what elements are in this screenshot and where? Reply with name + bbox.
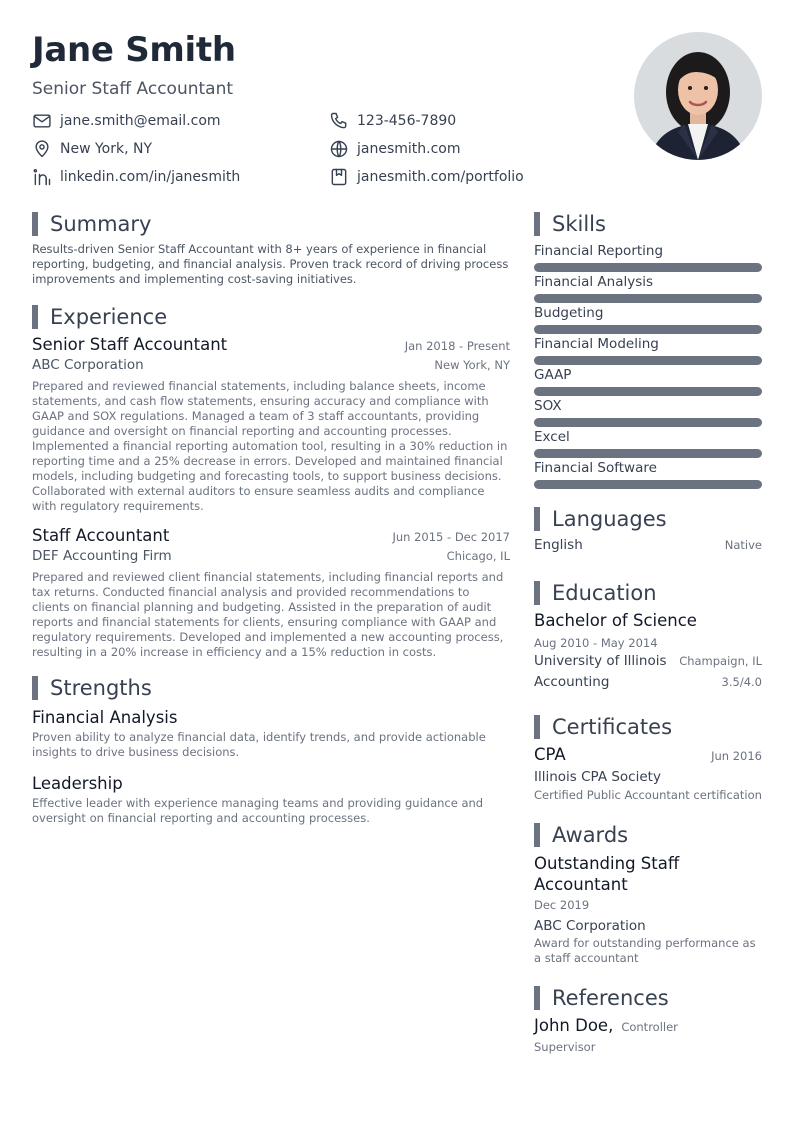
award-issuer: ABC Corporation: [534, 918, 646, 934]
strength-title: Leadership: [32, 774, 123, 793]
job-title: Staff Accountant: [32, 526, 170, 545]
skill-label: Financial Analysis: [534, 274, 654, 290]
languages-heading-text: Languages: [552, 507, 667, 531]
summary-heading: [32, 212, 510, 236]
skill-item: [534, 459, 762, 490]
strengths-heading: [32, 676, 510, 700]
reference-role: Controller: [621, 1020, 678, 1034]
contact-location: [32, 139, 329, 159]
contact-email[interactable]: [32, 111, 329, 131]
linkedin-icon: [32, 167, 52, 187]
skill-level-bar: [534, 263, 762, 272]
skill-label: SOX: [534, 398, 562, 414]
section-accent-bar: [32, 305, 38, 329]
skill-label: GAAP: [534, 367, 572, 383]
job-description: Prepared and reviewed client financial statements, including financial reports and tax returns. Conducted financial analysis and provided recommendations to clients on financial planning and budgeting. Assisted in the preparation of audit reports and financial statements for clients, ensuring compliance with GAAP and regulatory requirements. Developed and implemented a new accounting process, resulting in a 20% increase in efficiency and a 15% reduction in costs.: [32, 570, 504, 659]
certificates-heading: [534, 715, 762, 739]
strength-title: Financial Analysis: [32, 708, 178, 727]
education-location: Champaign, IL: [679, 654, 762, 668]
location-icon: [32, 139, 52, 159]
section-accent-bar: [534, 581, 540, 605]
skill-level-bar: [534, 418, 762, 427]
language-name: English: [534, 537, 583, 553]
skills-heading-text: Skills: [552, 212, 606, 236]
references-heading-text: References: [552, 986, 669, 1010]
contact-list: [32, 111, 592, 187]
skill-item: [534, 242, 762, 273]
experience-heading: [32, 305, 510, 329]
skill-item: [534, 397, 762, 428]
skill-label: Excel: [534, 429, 570, 445]
skill-label: Financial Software: [534, 460, 657, 476]
skill-item: [534, 304, 762, 335]
job-location: New York, NY: [434, 358, 510, 372]
contact-phone-text: 123-456-7890: [357, 113, 457, 129]
section-accent-bar: [534, 507, 540, 531]
education-gpa: 3.5/4.0: [721, 675, 762, 689]
skill-item: [534, 273, 762, 304]
job-description: Prepared and reviewed financial statements, including balance sheets, income statements, and cash flow statements, ensuring accuracy and compliance with GAAP and SOX regulations. Managed a team of 3 staff accountants, providing guidance and oversight on financial reporting and accounting processes. Implemented a financial reporting automation tool, resulting in a 30% reduction in reporting time and a 25% decrease in errors. Developed and maintained financial models, including budgeting and forecasting tools, to support business decisions. Collaborated with external auditors to ensure seamless audits and compliance with regulatory requirements.: [32, 379, 508, 513]
candidate-name: Jane Smith: [32, 30, 236, 70]
education-school: University of Illinois: [534, 653, 667, 669]
language-item: [534, 537, 762, 557]
education-heading: [534, 581, 762, 605]
skill-item: [534, 428, 762, 459]
experience-heading-text: Experience: [50, 305, 168, 329]
profile-photo: [634, 32, 762, 160]
skill-label: Financial Modeling: [534, 336, 659, 352]
languages-heading: [534, 507, 762, 531]
certificate-issuer: Illinois CPA Society: [534, 769, 661, 785]
section-accent-bar: [534, 715, 540, 739]
contact-website-text: janesmith.com: [357, 141, 461, 157]
education-dates: Aug 2010 - May 2014: [534, 636, 658, 650]
skill-level-bar: [534, 356, 762, 365]
profile-photo-image: [634, 32, 762, 160]
section-accent-bar: [534, 212, 540, 236]
candidate-title: Senior Staff Accountant: [32, 79, 234, 99]
contact-website[interactable]: [329, 139, 592, 159]
job-entry: [32, 526, 510, 660]
certificate-name: CPA: [534, 745, 566, 764]
skill-level-bar: [534, 449, 762, 458]
skills-heading: [534, 212, 762, 236]
reference-relation: Supervisor: [534, 1040, 596, 1054]
skill-label: Budgeting: [534, 305, 604, 321]
section-accent-bar: [534, 823, 540, 847]
portfolio-icon: [329, 167, 349, 187]
skill-label: Financial Reporting: [534, 243, 664, 259]
skill-level-bar: [534, 480, 762, 489]
skill-item: [534, 335, 762, 366]
section-accent-bar: [32, 676, 38, 700]
skills-list: [534, 242, 762, 490]
job-entry: [32, 335, 510, 514]
contact-location-text: New York, NY: [60, 141, 153, 157]
award-title: Outstanding Staff Accountant: [534, 854, 680, 894]
education-heading-text: Education: [552, 581, 657, 605]
summary-text: Results-driven Senior Staff Accountant with 8+ years of experience in financial reporting, budgeting, and financial analysis. Proven track record of driving process improvements and implementing cost-saving initiatives.: [32, 242, 509, 286]
right-column: [534, 212, 762, 1054]
awards-heading-text: Awards: [552, 823, 629, 847]
award-date: Dec 2019: [534, 898, 590, 912]
left-column: [32, 212, 510, 838]
globe-icon: [329, 139, 349, 159]
job-company: DEF Accounting Firm: [32, 548, 172, 564]
skill-level-bar: [534, 325, 762, 334]
strengths-heading-text: Strengths: [50, 676, 152, 700]
strength-item: [32, 708, 510, 760]
skill-level-bar: [534, 294, 762, 303]
reference-entry: [534, 1016, 762, 1054]
certificate-entry: [534, 745, 762, 803]
job-title: Senior Staff Accountant: [32, 335, 228, 354]
section-accent-bar: [32, 212, 38, 236]
job-location: Chicago, IL: [446, 549, 510, 563]
mail-icon: [32, 111, 52, 131]
job-dates: Jan 2018 - Present: [404, 339, 510, 353]
contact-portfolio-text: janesmith.com/portfolio: [357, 169, 524, 185]
section-accent-bar: [534, 986, 540, 1010]
skill-item: [534, 366, 762, 397]
education-entry: [534, 611, 762, 695]
contact-portfolio[interactable]: [329, 167, 592, 187]
contact-phone[interactable]: [329, 111, 592, 131]
summary-heading-text: Summary: [50, 212, 152, 236]
strength-description: Effective leader with experience managing teams and providing guidance and oversight on financial reporting and accounting processes.: [32, 796, 484, 825]
certificate-description: Certified Public Accountant certification: [534, 788, 762, 802]
job-company: ABC Corporation: [32, 357, 144, 373]
contact-linkedin-text: linkedin.com/in/janesmith: [60, 169, 241, 185]
certificate-date: Jun 2016: [711, 749, 762, 763]
award-entry: [534, 853, 762, 966]
reference-name: John Doe,: [534, 1016, 614, 1035]
education-degree: Bachelor of Science: [534, 611, 697, 630]
awards-heading: [534, 823, 762, 847]
education-field: Accounting: [534, 674, 610, 690]
contact-email-text: jane.smith@email.com: [60, 113, 221, 129]
job-dates: Jun 2015 - Dec 2017: [392, 530, 510, 544]
strength-item: [32, 774, 510, 826]
contact-linkedin[interactable]: [32, 167, 329, 187]
certificates-heading-text: Certificates: [552, 715, 673, 739]
phone-icon: [329, 111, 349, 131]
award-description: Award for outstanding performance as a staff accountant: [534, 936, 756, 965]
strength-description: Proven ability to analyze financial data, identify trends, and provide actionable insights to drive business decisions.: [32, 730, 486, 759]
language-level: Native: [724, 538, 762, 552]
references-heading: [534, 986, 762, 1010]
skill-level-bar: [534, 387, 762, 396]
